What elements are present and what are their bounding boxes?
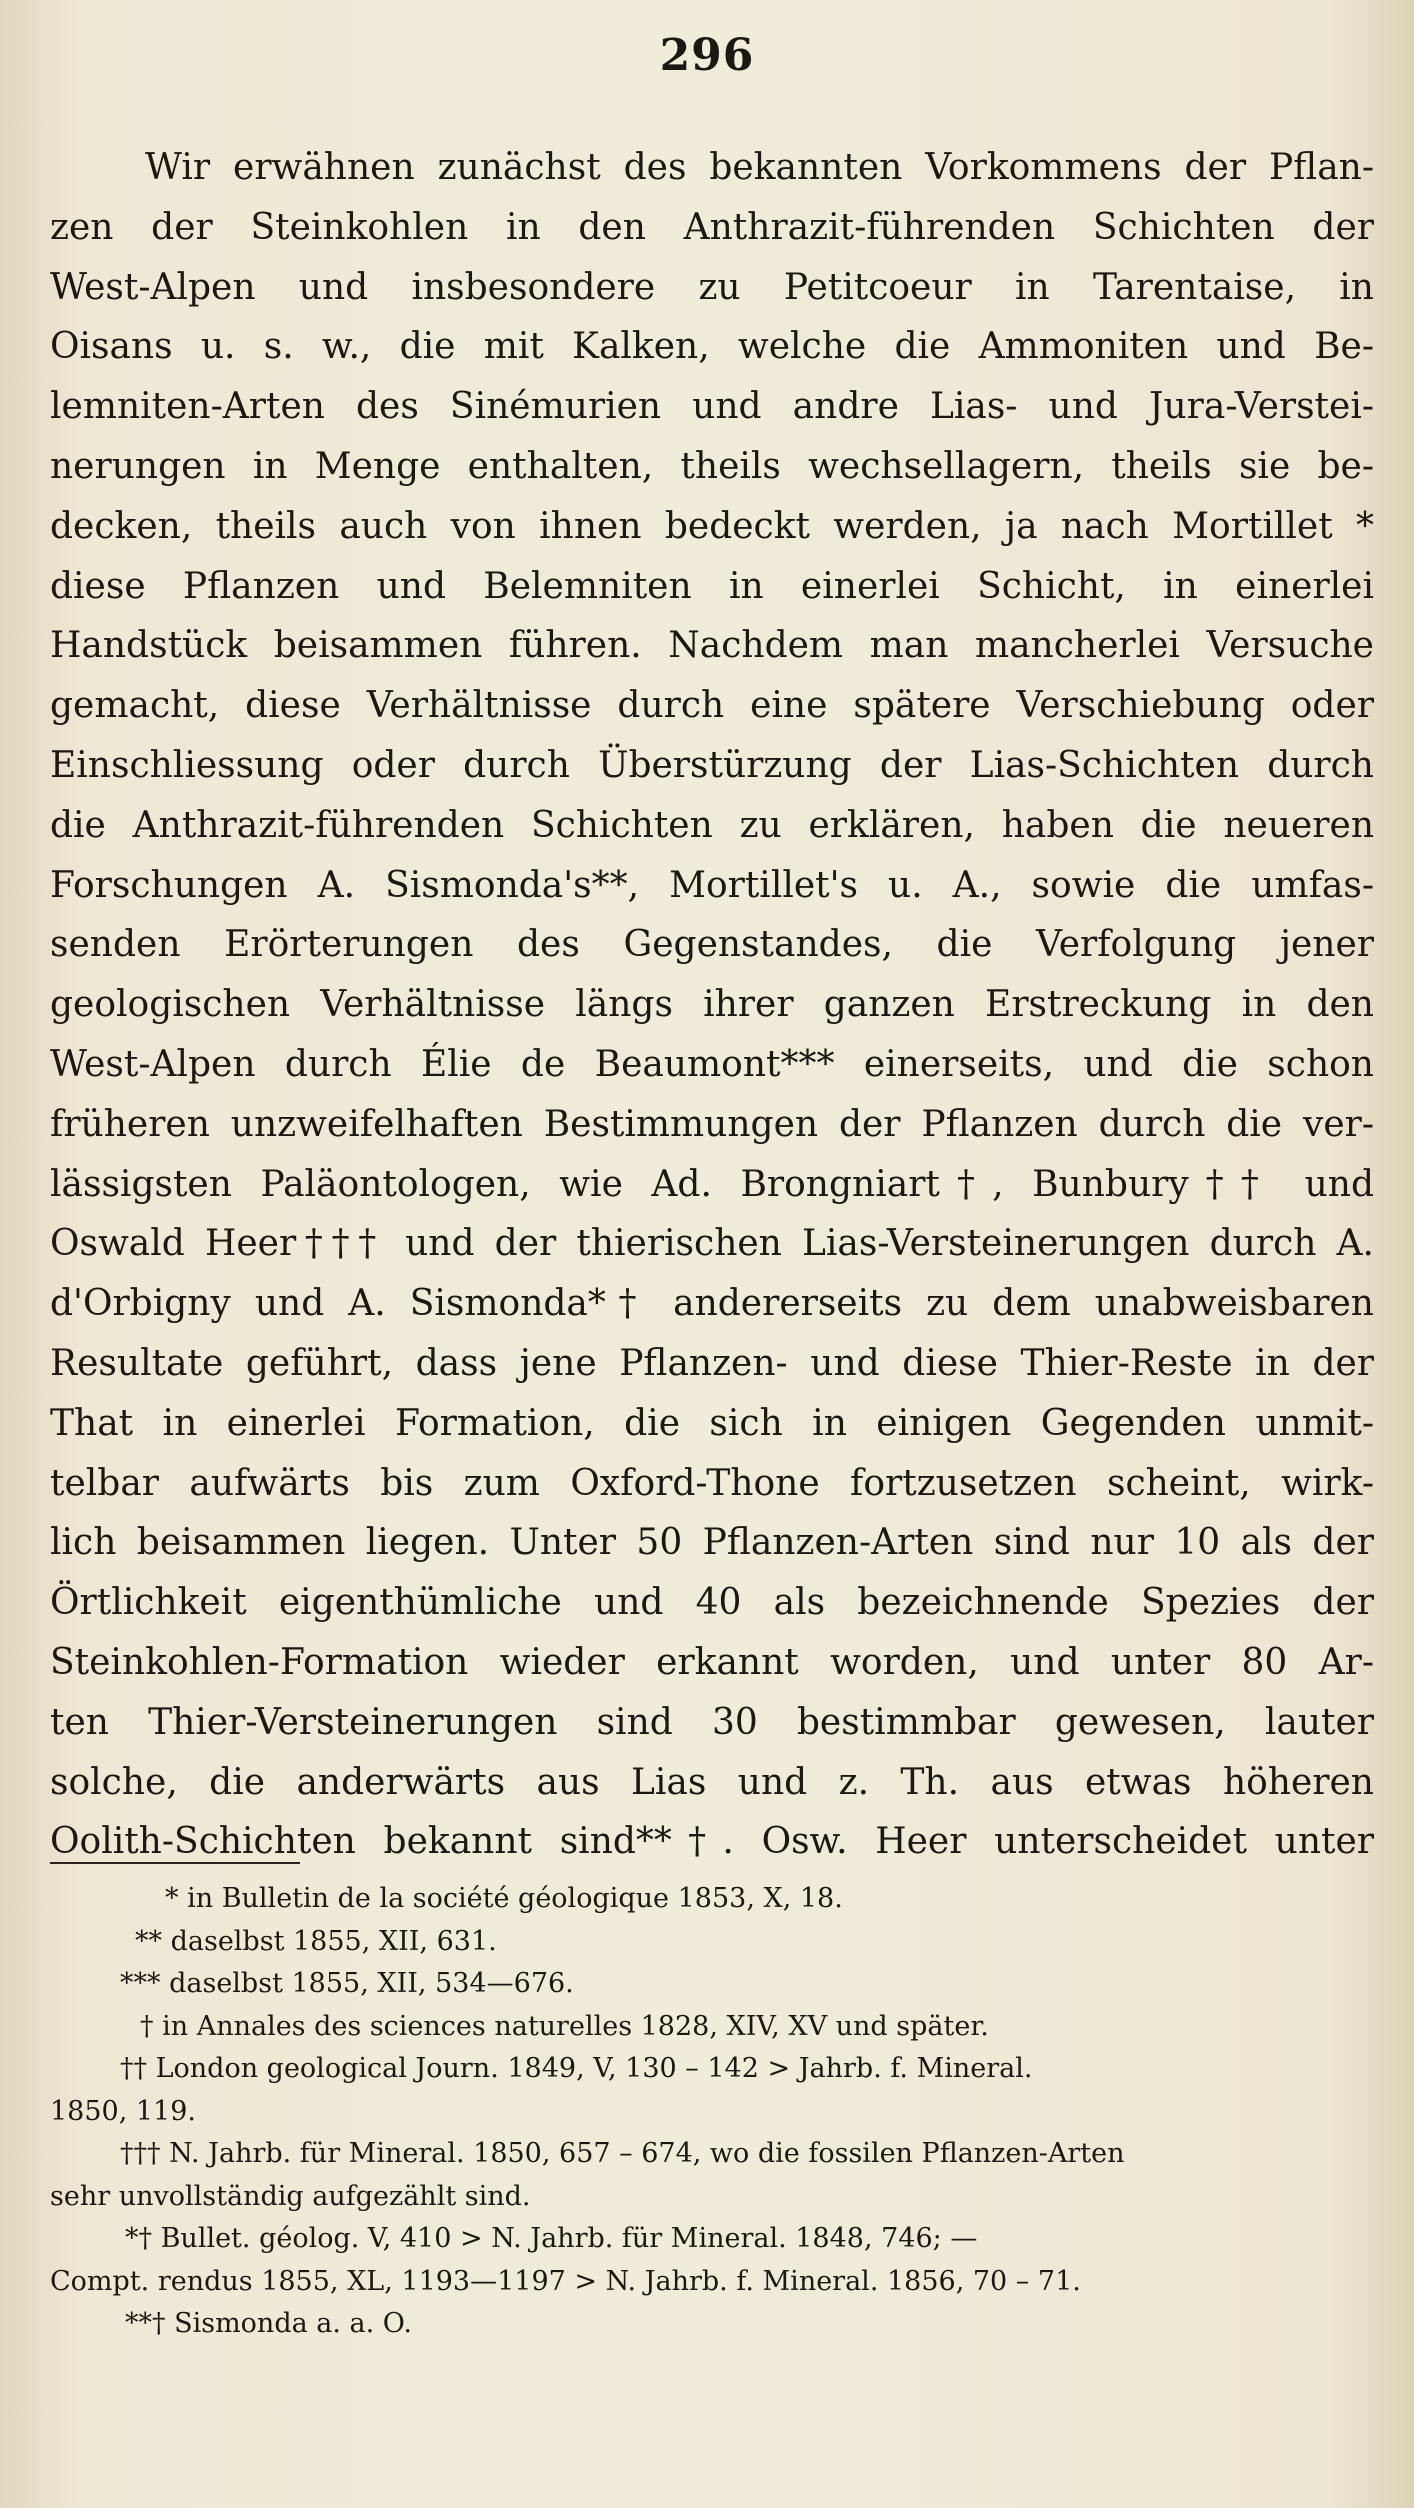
text-line: früheren unzweifelhaften Bestimmungen der Pflanzen durch die ver- (50, 1103, 1374, 1145)
text-line: Steinkohlen-Formation wieder erkannt worden, und unter 80 Ar- (50, 1641, 1374, 1683)
text-line: nerungen in Menge enthalten, theils wechsellagern, theils sie be- (50, 445, 1374, 487)
footnote-continuation: 1850, 119. (50, 2095, 196, 2127)
text-line: decken, theils auch von ihnen bedeckt werden, ja nach Mortillet * (50, 505, 1374, 547)
text-line: Wir erwähnen zunächst des bekannten Vorkommens der Pflan- (145, 147, 1374, 188)
footnote: ** daselbst 1855, XII, 631. (135, 1925, 497, 1957)
text-line: Resultate geführt, dass jene Pflanzen- und diese Thier-Reste in der (50, 1342, 1374, 1384)
footnote: *† Bullet. géolog. V, 410 > N. Jahrb. für Mineral. 1848, 746; — (125, 2223, 978, 2254)
text-line: ten Thier-Versteinerungen sind 30 bestimmbar gewesen, lauter (50, 1701, 1374, 1743)
text-line: lässigsten Paläontologen, wie Ad. Brongniart†, Bunbury†† und (50, 1163, 1374, 1205)
footnote: * in Bulletin de la société géologique 1853, X, 18. (165, 1883, 843, 1914)
text-line: diese Pflanzen und Belemniten in einerlei Schicht, in einerlei (50, 565, 1374, 607)
text-line: lich beisammen liegen. Unter 50 Pflanzen-Arten sind nur 10 als der (50, 1522, 1374, 1564)
text-line: West-Alpen durch Élie de Beaumont*** einerseits, und die schon (50, 1043, 1374, 1085)
text-line: Handstück beisammen führen. Nachdem man mancherlei Versuche (50, 625, 1374, 667)
footnote: † in Annales des sciences naturelles 1828, XIV, XV und später. (140, 2010, 989, 2042)
text-line: West-Alpen und insbesondere zu Petitcoeur in Tarentaise, in (50, 266, 1374, 308)
page-number: 296 (659, 30, 755, 81)
text-line: lemniten-Arten des Sinémurien und andre Lias- und Jura-Verstei- (50, 386, 1374, 428)
text-line: That in einerlei Formation, die sich in einigen Gegenden unmit- (50, 1402, 1374, 1444)
text-line: zen der Steinkohlen in den Anthrazit-führenden Schichten der (50, 206, 1374, 248)
text-line: Oswald Heer††† und der thierischen Lias-Versteinerungen durch A. (50, 1223, 1374, 1265)
footnote-divider (50, 1862, 300, 1864)
text-line: geologischen Verhältnisse längs ihrer ganzen Erstreckung in den (50, 984, 1374, 1026)
text-line: Oisans u. s. w., die mit Kalken, welche die Ammoniten und Be- (50, 326, 1374, 368)
text-line: Oolith-Schichten bekannt sind**†. Osw. Heer unterscheidet unter (50, 1821, 1374, 1863)
footnote: **† Sismonda a. a. O. (125, 2308, 412, 2339)
footnote: †† London geological Journ. 1849, V, 130 – 142 > Jahrb. f. Mineral. (120, 2053, 1033, 2084)
text-line: solche, die anderwärts aus Lias und z. Th. aus etwas höheren (50, 1761, 1374, 1803)
text-line: d'Orbigny und A. Sismonda*† andererseits zu dem unabweisbaren (50, 1283, 1374, 1325)
text-line: die Anthrazit-führenden Schichten zu erklären, haben die neueren (50, 804, 1374, 846)
text-line: Forschungen A. Sismonda's**, Mortillet's u. A., sowie die umfas- (50, 864, 1374, 906)
footnote: ††† N. Jahrb. für Mineral. 1850, 657 – 674, wo die fossilen Pflanzen-Arten (120, 2138, 1125, 2169)
footnote-continuation: sehr unvollständig aufgezählt sind. (50, 2180, 531, 2212)
footnotes (50, 1878, 1374, 2346)
text-line: gemacht, diese Verhältnisse durch eine spätere Verschiebung oder (50, 685, 1374, 727)
text-line: Örtlichkeit eigenthümliche und 40 als bezeichnende Spezies der (50, 1582, 1374, 1624)
footnote: *** daselbst 1855, XII, 534—676. (120, 1968, 574, 1999)
footnote-continuation: Compt. rendus 1855, XL, 1193—1197 > N. Jahrb. f. Mineral. 1856, 70 – 71. (50, 2265, 1081, 2297)
text-line: senden Erörterungen des Gegenstandes, die Verfolgung jener (50, 924, 1374, 966)
main-text (50, 138, 1374, 1872)
text-line: Einschliessung oder durch Überstürzung der Lias-Schichten durch (50, 744, 1374, 786)
text-line: telbar aufwärts bis zum Oxford-Thone fortzusetzen scheint, wirk- (50, 1462, 1374, 1504)
